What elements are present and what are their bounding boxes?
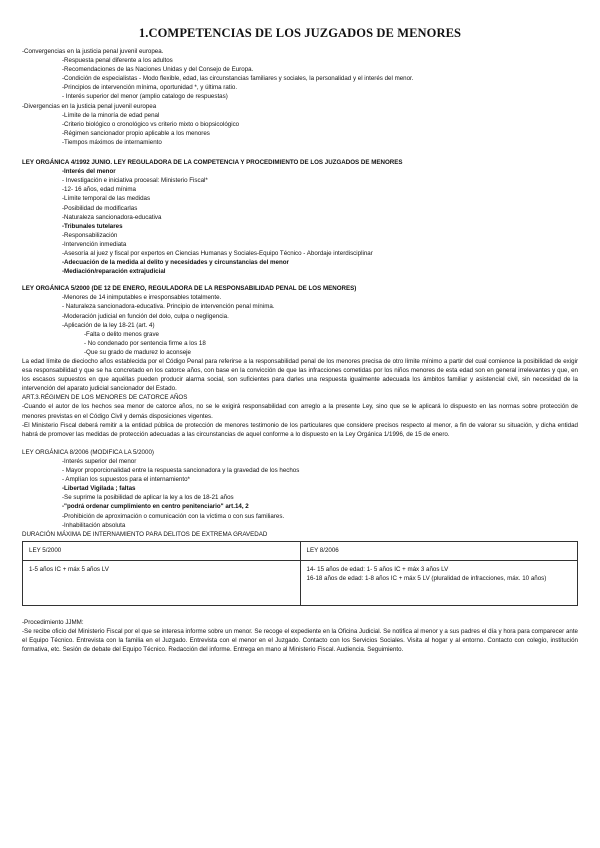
- sub-list-item: -Que su grado de madurez lo aconseje: [84, 348, 191, 356]
- list-item: - Investigación e iniciativa procesal: Ministerio Fiscal*: [62, 177, 208, 185]
- lo8-heading: LEY ORGÁNICA 8/2006 (MODIFICA LA 5/2000): [22, 448, 154, 456]
- list-item: -Responsabilización: [62, 231, 118, 239]
- list-item: - Amplían los supuestos para el internamiento*: [62, 476, 190, 484]
- list-item: -Prohibición de aproximación o comunicación con la víctima o con sus familiares.: [62, 512, 285, 520]
- list-item: -Límite de la minoría de edad penal: [62, 111, 160, 119]
- table-cell-line: 14- 15 años de edad: 1- 5 años IC + máx 3 años LV: [306, 565, 449, 573]
- sub-list-item: -Falta o delito menos grave: [84, 330, 159, 338]
- lo5-heading: LEY ORGÁNICA 5/2000 (DE 12 DE ENERO, REGULADORA DE LA RESPONSABILIDAD PENAL DE LOS MENORES): [22, 285, 357, 293]
- table-cell: 1-5 años IC + máx 5 años LV: [23, 560, 301, 605]
- list-item: -Posibilidad de modificarlas: [62, 204, 138, 212]
- art3-paragraph-1: -Cuando el autor de los hechos sea menor de catorce años, no se le exigirá responsabilidad con arreglo a la presente Ley, sino que se le aplicará lo dispuesto en las normas sobre protección de menores previstas en el Código Civil y demás disposiciones vigentes.: [22, 403, 578, 420]
- art3-heading: ART.3.RÉGIMEN DE LOS MENORES DE CATORCE AÑOS: [22, 394, 188, 402]
- list-item: -Tiempos máximos de internamiento: [62, 138, 162, 146]
- list-item: -Inhabilitación absoluta: [62, 521, 126, 529]
- list-item: -Principios de intervención mínima, oportunidad *, y última ratio.: [62, 84, 238, 92]
- list-item: -Régimen sancionador propio aplicable a los menores: [62, 129, 210, 137]
- lo5-paragraph: La edad límite de dieciocho años establecida por el Código Penal para referirse a la responsabilidad penal de los menores precisa de otro límite mínimo a partir del cual comience la posibilidad de exigir esa responsabilidad y que se ha concretado en los catorce años, con base en la convicción de que las infracciones cometidas por los niños menores de esta edad son en general irrelevantes y que, en los escasos supuestos en que aquéllas pueden producir alarma social, son suficientes para darles una respuesta igualmente adecuada los ámbitos familiar y asistencial civil, sin necesidad de la intervención del aparato judicial sancionador del Estado.: [22, 358, 578, 393]
- list-item: -Respuesta penal diferente a los adultos: [62, 57, 173, 65]
- list-item: -Naturaleza sancionadora-educativa: [62, 213, 162, 221]
- lo4-heading: LEY ORGÁNICA 4/1992 JUNIO. LEY REGULADORA DE LA COMPETENCIA Y PROCEDIMIENTO DE LOS JUZGADOS DE MENORES: [22, 159, 403, 167]
- table-row: [23, 541, 578, 560]
- list-item: -Aplicación de la ley 18-21 (art. 4): [62, 321, 155, 329]
- table-row: [23, 560, 578, 605]
- list-item: -Moderación judicial en función del dolo, culpa o negligencia.: [62, 312, 229, 320]
- list-item: - Naturaleza sancionadora-educativa. Principio de intervención penal mínima.: [62, 303, 275, 311]
- list-item: -Tribunales tutelares: [62, 222, 123, 230]
- list-item: -Menores de 14 inimputables e irresponsables totalmente.: [62, 294, 222, 302]
- table-cell-line: 16-18 años de edad: 1-8 años IC + máx 5 LV (pluralidad de infracciones, máx. 10 años): [306, 574, 547, 582]
- table-cell: [300, 560, 578, 605]
- art3-paragraph-2: -El Ministerio Fiscal deberá remitir a la entidad pública de protección de menores testimonio de los particulares que considere precisos respecto al menor, a fin de valorar su situación, y dicha entidad habrá de promover las medidas de protección adecuadas a las circunstancias de aquel conforme a lo dispuesto en la Ley Orgánica 1/1996, de 15 de enero.: [22, 421, 578, 438]
- duracion-table: [22, 541, 578, 606]
- divergencias-heading: -Divergencias en la justicia penal juvenil europea: [22, 102, 157, 110]
- procedimiento-heading: -Procedimiento JJMM:: [22, 618, 84, 626]
- convergencias-heading: -Convergencias en la justicia penal juvenil europea.: [22, 48, 164, 55]
- list-item: -Recomendaciones de las Naciones Unidas y del Consejo de Europa.: [62, 66, 254, 74]
- page-title: 1.COMPETENCIAS DE LOS JUZGADOS DE MENORES: [138, 26, 462, 40]
- procedimiento-text: -Se recibe oficio del Ministerio Fiscal por el que se interesa informe sobre un menor. Se recoge el expediente en la Oficina Judicial. Se notifica al menor y a sus padres el día y hora para comparecer ante el Equipo Técnico. Entrevista con la familia en el Juzgado. Entrevista con el menor en el Juzgado. Contacto con los Servicios Sociales. Visita al hogar y al entorno. Contacto con colegio, institución formativa, etc. Sesión de debate del Equipo Técnico. Redacción del informe. Entrega en mano al Ministerio Fiscal. Audiencia. Seguimiento.: [22, 627, 578, 654]
- list-item: -Mediación/reparación extrajudicial: [62, 268, 166, 276]
- list-item: -Libertad Vigilada ; faltas: [62, 485, 136, 493]
- table-header-cell: LEY 5/2000: [23, 541, 301, 560]
- table-header-cell: LEY 8/2006: [300, 541, 578, 560]
- sub-list-item: - No condenado por sentencia firme a los 18: [84, 339, 206, 347]
- list-item: -Interés superior del menor: [62, 457, 137, 465]
- list-item: -Intervención inmediata: [62, 240, 127, 248]
- list-item: -"podrá ordenar cumplimiento en centro penitenciario" art.14, 2: [62, 503, 249, 511]
- list-item: -Interés del menor: [62, 168, 116, 176]
- list-item: -Criterio biológico o cronológico vs criterio mixto o biopsicológico: [62, 120, 240, 128]
- list-item: -Se suprime la posibilidad de aplicar la ley a los de 18-21 años: [62, 494, 234, 502]
- duracion-heading: DURACIÓN MÁXIMA DE INTERNAMIENTO PARA DELITOS DE EXTREMA GRAVEDAD: [22, 530, 268, 538]
- list-item: -Adecuación de la medida al delito y necesidades y circunstancias del menor: [62, 259, 289, 267]
- list-item: -12- 16 años, edad mínima: [62, 186, 136, 194]
- list-item: -Condición de especialistas - Modo flexible, edad, las circunstancias familiares y sociales, la personalidad y el interés del menor.: [62, 75, 414, 83]
- list-item: - Mayor proporcionalidad entre la respuesta sancionadora y la gravedad de los hechos: [62, 467, 300, 475]
- list-item: -Límite temporal de las medidas: [62, 195, 151, 203]
- list-item: -Asesoría al juez y fiscal por expertos en Ciencias Humanas y Sociales-Equipo Técnico - Abordaje interdisciplinar: [62, 249, 373, 257]
- list-item: - Interés superior del menor (amplio catalogo de respuestas): [62, 93, 228, 101]
